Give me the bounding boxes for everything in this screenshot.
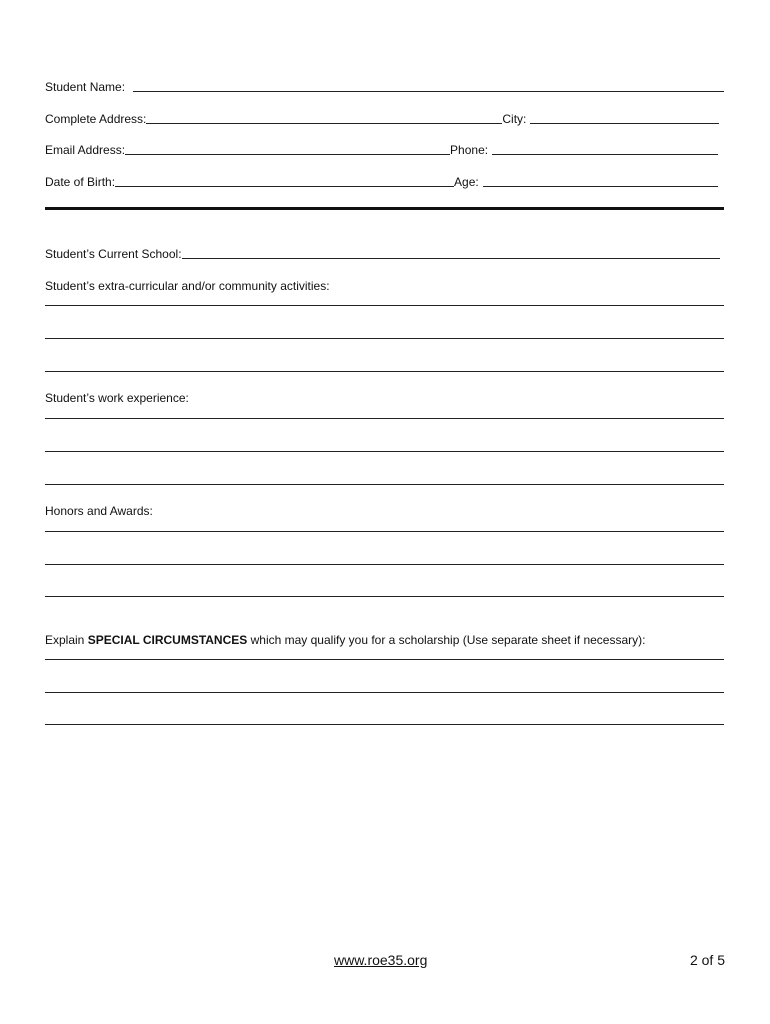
dob-label: Date of Birth: (45, 175, 116, 189)
special-circumstances-label (45, 633, 645, 647)
address-field[interactable] (146, 123, 502, 124)
email-label: Email Address: (45, 143, 126, 157)
activities-line-1[interactable] (45, 305, 724, 306)
work-line-3[interactable] (45, 484, 724, 485)
age-label: Age: (454, 175, 479, 189)
activities-label: Student’s extra-curricular and/or community activities: (45, 279, 330, 293)
page-number: 2 of 5 (689, 952, 725, 968)
honors-line-3[interactable] (45, 596, 724, 597)
website-link[interactable]: www.roe35.org (334, 952, 428, 968)
honors-label: Honors and Awards: (45, 504, 153, 518)
work-experience-label: Student’s work experience: (45, 391, 189, 405)
phone-label: Phone: (450, 143, 489, 157)
current-school-field[interactable] (182, 258, 720, 259)
city-field[interactable] (530, 123, 719, 124)
dob-row (45, 173, 718, 189)
student-name-field[interactable] (133, 91, 724, 92)
current-school-label: Student’s Current School: (45, 247, 182, 261)
student-name-row (45, 78, 724, 94)
address-row (45, 110, 719, 126)
special-prefix: Explain (45, 633, 88, 647)
phone-field[interactable] (492, 154, 718, 155)
city-label: City: (502, 112, 527, 126)
address-label: Complete Address: (45, 112, 147, 126)
honors-line-2[interactable] (45, 564, 724, 565)
special-line-1[interactable] (45, 659, 724, 660)
student-name-label: Student Name: (45, 80, 126, 94)
activities-line-3[interactable] (45, 371, 724, 372)
current-school-row (45, 245, 720, 261)
section-divider (45, 207, 724, 210)
special-line-2[interactable] (45, 692, 724, 693)
special-line-3[interactable] (45, 724, 724, 725)
dob-field[interactable] (115, 186, 454, 187)
email-field[interactable] (125, 154, 450, 155)
special-bold: SPECIAL CIRCUMSTANCES (87, 633, 248, 647)
age-field[interactable] (483, 186, 718, 187)
email-row (45, 141, 718, 157)
work-line-2[interactable] (45, 451, 724, 452)
activities-line-2[interactable] (45, 338, 724, 339)
special-suffix: which may qualify you for a scholarship (Use separate sheet if necessary): (247, 633, 646, 647)
honors-line-1[interactable] (45, 531, 724, 532)
work-line-1[interactable] (45, 418, 724, 419)
